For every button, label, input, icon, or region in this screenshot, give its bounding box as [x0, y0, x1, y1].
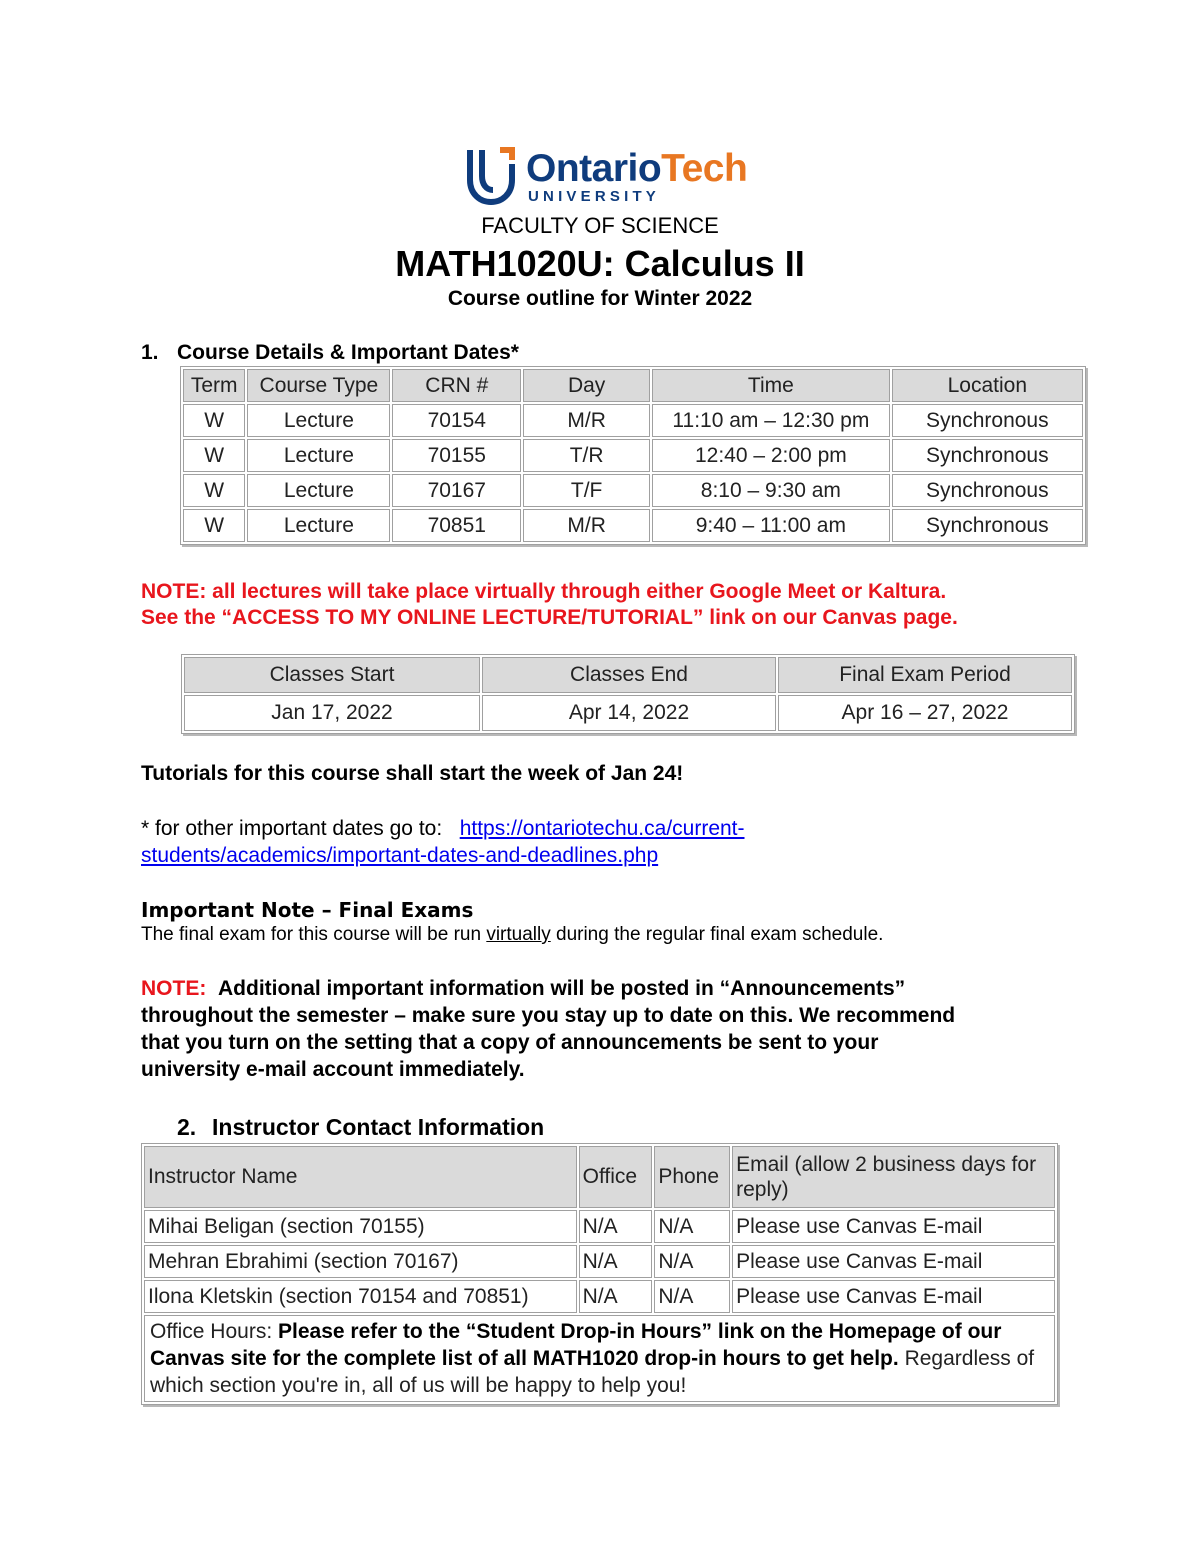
- table-cell: M/R: [523, 404, 650, 437]
- table-cell: 70155: [392, 439, 521, 472]
- table-row: [183, 439, 1083, 472]
- table-header-row: [184, 657, 1072, 693]
- table-header-row: [144, 1146, 1055, 1208]
- announcements-note-line4: university e-mail account immediately.: [141, 1058, 525, 1081]
- table-row: [144, 1315, 1055, 1402]
- announcements-note-line1: [141, 975, 905, 1002]
- section2-number: 2.: [177, 1114, 197, 1140]
- table-cell: Please use Canvas E-mail: [732, 1210, 1055, 1243]
- table-cell: Synchronous: [892, 474, 1083, 507]
- table-cell: Please use Canvas E-mail: [732, 1245, 1055, 1278]
- announcements-note-line2: throughout the semester – make sure you stay up to date on this. We recommend: [141, 1004, 956, 1027]
- page-subtitle: Course outline for Winter 2022: [447, 287, 753, 310]
- faculty-name: FACULTY OF SCIENCE: [481, 213, 719, 238]
- office-hours-label: Office Hours:: [150, 1320, 278, 1343]
- column-header: CRN #: [392, 369, 521, 402]
- table-cell: N/A: [654, 1280, 730, 1313]
- lecture-note-line1: NOTE: all lectures will take place virtually through either Google Meet or Kaltura.: [141, 580, 947, 603]
- table-cell: T/R: [523, 439, 650, 472]
- ontario-tech-shield-icon: [466, 146, 516, 206]
- table-row: [144, 1210, 1055, 1243]
- final-exams-text-underlined: virtually: [486, 924, 551, 945]
- table-cell: Synchronous: [892, 404, 1083, 437]
- table-row: [144, 1280, 1055, 1313]
- column-header: Term: [183, 369, 245, 402]
- table-cell: N/A: [579, 1280, 653, 1313]
- table-cell: N/A: [579, 1210, 653, 1243]
- announcements-text-1: Additional important information will be posted in “Announcements”: [218, 977, 906, 1000]
- table-cell: 70851: [392, 509, 521, 542]
- column-header: Final Exam Period: [778, 657, 1072, 693]
- final-exams-text: [141, 923, 883, 947]
- table-cell: W: [183, 404, 245, 437]
- table-cell: Jan 17, 2022: [184, 695, 480, 731]
- final-exams-heading: Important Note – Final Exams: [141, 898, 474, 922]
- table-cell: 8:10 – 9:30 am: [652, 474, 890, 507]
- table-cell: Apr 16 – 27, 2022: [778, 695, 1072, 731]
- column-header: Email (allow 2 business days for reply): [732, 1146, 1055, 1208]
- column-header: Course Type: [247, 369, 390, 402]
- table-cell: Mehran Ebrahimi (section 70167): [144, 1245, 577, 1278]
- table-cell: N/A: [579, 1245, 653, 1278]
- table-cell: W: [183, 509, 245, 542]
- table-cell: N/A: [654, 1210, 730, 1243]
- logo-subtitle: UNIVERSITY: [528, 188, 661, 205]
- table-cell: Lecture: [247, 404, 390, 437]
- page-title: MATH1020U: Calculus II: [395, 243, 805, 284]
- table-header-row: [183, 369, 1083, 402]
- table-cell: 12:40 – 2:00 pm: [652, 439, 890, 472]
- table-cell: Please use Canvas E-mail: [732, 1280, 1055, 1313]
- table-cell: W: [183, 439, 245, 472]
- term-dates-table: [181, 654, 1075, 734]
- table-row: [183, 509, 1083, 542]
- announcements-note-line3: that you turn on the setting that a copy of announcements be sent to your: [141, 1031, 879, 1054]
- course-details-table: [180, 366, 1086, 545]
- table-cell: W: [183, 474, 245, 507]
- logo-wordmark: OntarioTech: [526, 147, 748, 190]
- office-hours-bold: Please refer to the “Student Drop-in Hours” link on the Homepage of our Canvas site for the complete list of all MATH1020 drop-in hours to get help.: [150, 1320, 1002, 1370]
- important-dates-link-part2[interactable]: students/academics/important-dates-and-deadlines.php: [141, 844, 659, 867]
- table-cell: M/R: [523, 509, 650, 542]
- instructor-table: [141, 1143, 1058, 1405]
- table-cell: Apr 14, 2022: [482, 695, 776, 731]
- lecture-note-line2: See the “ACCESS TO MY ONLINE LECTURE/TUTORIAL” link on our Canvas page.: [141, 606, 958, 629]
- table-cell: T/F: [523, 474, 650, 507]
- important-dates-link-part1[interactable]: https://ontariotechu.ca/current-: [459, 817, 745, 840]
- column-header: Instructor Name: [144, 1146, 577, 1208]
- table-cell: 70167: [392, 474, 521, 507]
- table-cell: Mihai Beligan (section 70155): [144, 1210, 577, 1243]
- table-row: [184, 695, 1072, 731]
- other-dates-link-wrap: [141, 842, 658, 869]
- table-cell: Lecture: [247, 509, 390, 542]
- table-cell: Synchronous: [892, 509, 1083, 542]
- table-row: [183, 474, 1083, 507]
- university-logo: [466, 146, 748, 208]
- office-hours-cell: [144, 1315, 1055, 1402]
- table-row: [183, 404, 1083, 437]
- column-header: Day: [523, 369, 650, 402]
- tutorials-note: Tutorials for this course shall start the week of Jan 24!: [141, 762, 684, 785]
- column-header: Location: [892, 369, 1083, 402]
- other-dates-line: [141, 815, 745, 842]
- final-exams-text-a: The final exam for this course will be run: [141, 924, 487, 945]
- column-header: Phone: [654, 1146, 730, 1208]
- table-cell: N/A: [654, 1245, 730, 1278]
- table-cell: Ilona Kletskin (section 70154 and 70851): [144, 1280, 577, 1313]
- table-cell: 9:40 – 11:00 am: [652, 509, 890, 542]
- table-cell: Synchronous: [892, 439, 1083, 472]
- final-exams-text-b: during the regular final exam schedule.: [550, 924, 884, 945]
- table-cell: 11:10 am – 12:30 pm: [652, 404, 890, 437]
- table-cell: 70154: [392, 404, 521, 437]
- section1-heading: Course Details & Important Dates*: [177, 341, 519, 364]
- column-header: Office: [579, 1146, 653, 1208]
- note-label: NOTE:: [141, 977, 207, 1000]
- table-cell: Lecture: [247, 474, 390, 507]
- column-header: Classes End: [482, 657, 776, 693]
- office-hours-rest: Regardless of which section you're in, all of us will be happy to help you!: [150, 1347, 1035, 1397]
- column-header: Time: [652, 369, 890, 402]
- column-header: Classes Start: [184, 657, 480, 693]
- table-cell: Lecture: [247, 439, 390, 472]
- table-row: [144, 1245, 1055, 1278]
- section1-number: 1.: [141, 341, 159, 364]
- section2-heading: Instructor Contact Information: [212, 1114, 545, 1140]
- other-dates-prefix: * for other important dates go to:: [141, 817, 443, 840]
